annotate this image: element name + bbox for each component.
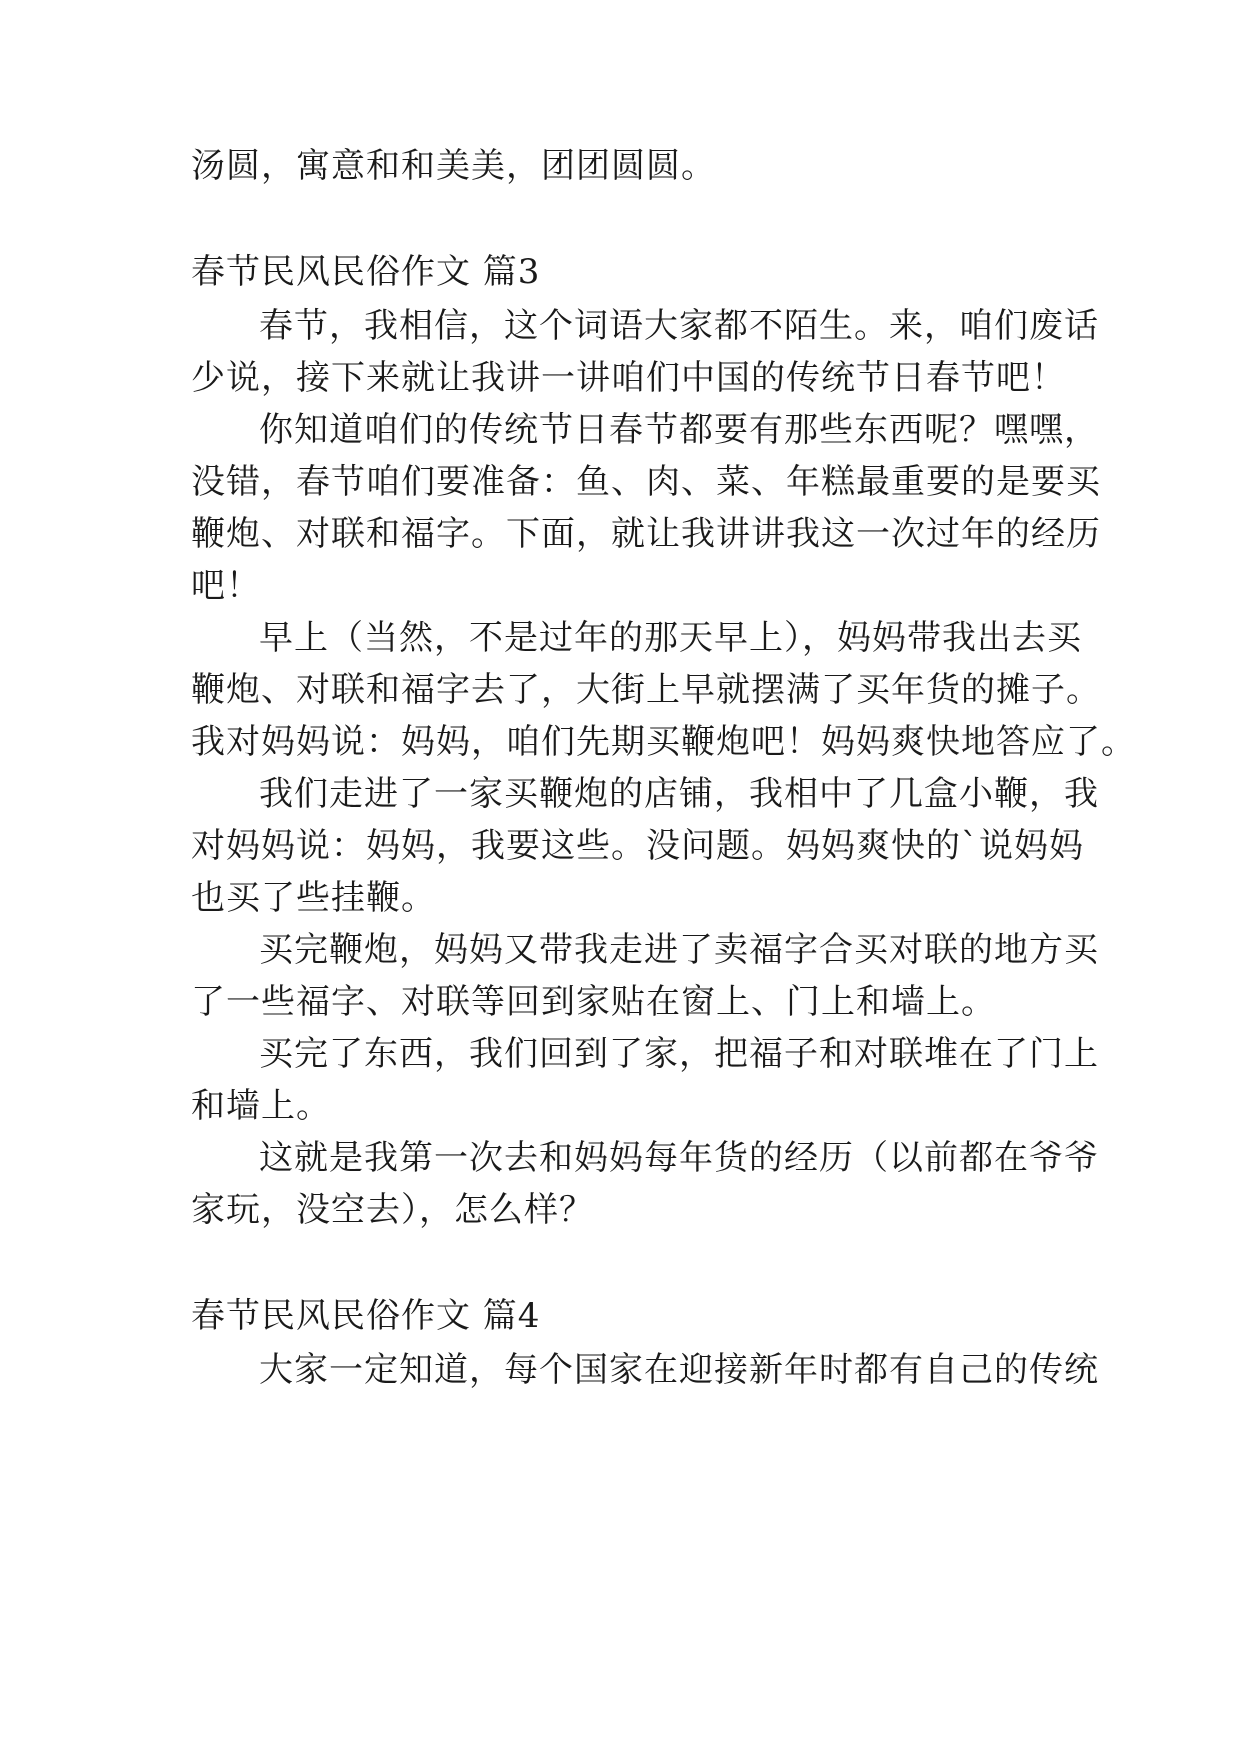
paragraph-line: 买完鞭炮，妈妈又带我走进了卖福字合买对联的地方买 — [259, 930, 1099, 970]
paragraph-line: 了一些福字、对联等回到家贴在窗上、门上和墙上。 — [191, 982, 996, 1022]
paragraph-line: 也买了些挂鞭。 — [191, 878, 436, 918]
paragraph-line: 大家一定知道，每个国家在迎接新年时都有自己的传统 — [259, 1350, 1099, 1390]
paragraph-line: 春节，我相信，这个词语大家都不陌生。来，咱们废话 — [259, 306, 1099, 346]
paragraph-line: 和墙上。 — [191, 1086, 331, 1126]
paragraph-line: 少说，接下来就让我讲一讲咱们中国的传统节日春节吧！ — [191, 358, 1066, 398]
paragraph-line: 鞭炮、对联和福字去了，大街上早就摆满了买年货的摊子。 — [191, 670, 1101, 710]
paragraph-line: 鞭炮、对联和福字。下面，就让我讲讲我这一次过年的经历 — [191, 514, 1101, 554]
paragraph-line: 早上（当然，不是过年的那天早上），妈妈带我出去买 — [259, 618, 1082, 658]
paragraph-line: 这就是我第一次去和妈妈每年货的经历（以前都在爷爷 — [259, 1138, 1099, 1178]
paragraph-line: 汤圆，寓意和和美美，团团圆圆。 — [191, 146, 716, 186]
paragraph-line: 对妈妈说：妈妈，我要这些。没问题。妈妈爽快的`说妈妈 — [191, 826, 1084, 866]
paragraph-line: 家玩，没空去），怎么样？ — [191, 1190, 594, 1230]
paragraph-line: 你知道咱们的传统节日春节都要有那些东西呢？嘿嘿， — [259, 410, 1099, 450]
paragraph-line: 没错，春节咱们要准备：鱼、肉、菜、年糕最重要的是要买 — [191, 462, 1101, 502]
paragraph-line: 吧！ — [191, 566, 261, 606]
paragraph-line: 我们走进了一家买鞭炮的店铺，我相中了几盒小鞭，我 — [259, 774, 1099, 814]
section-heading: 春节民风民俗作文 篇4 — [191, 1296, 541, 1336]
paragraph-line: 买完了东西，我们回到了家，把福子和对联堆在了门上 — [259, 1034, 1099, 1074]
paragraph-line: 我对妈妈说：妈妈，咱们先期买鞭炮吧！妈妈爽快地答应了。 — [191, 722, 1136, 762]
section-heading: 春节民风民俗作文 篇3 — [191, 252, 541, 292]
